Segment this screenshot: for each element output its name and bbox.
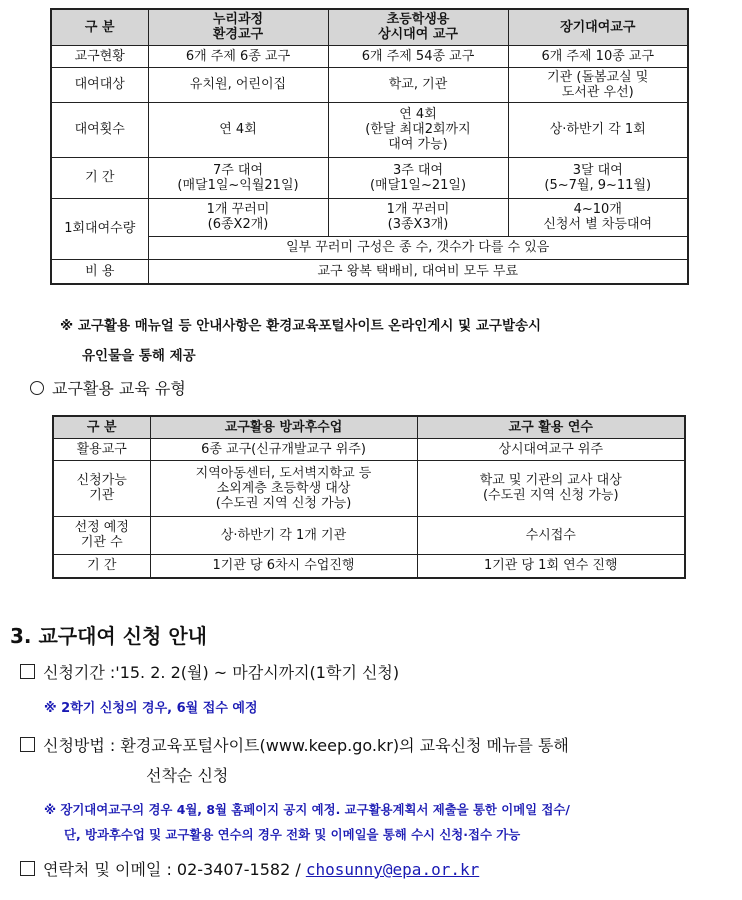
table-cell: 학교, 기관 bbox=[328, 67, 508, 102]
table-cell: 1기관 당 1회 연수 진행 bbox=[417, 554, 685, 578]
header-nuri-kit: 누리과정 환경교구 bbox=[148, 9, 328, 45]
table-cell: 6개 주제 54종 교구 bbox=[328, 45, 508, 67]
table-cell: 1개 꾸러미 (6종X2개) bbox=[148, 198, 328, 236]
header-training: 교구 활용 연수 bbox=[417, 416, 685, 438]
application-method bbox=[20, 733, 569, 756]
checkbox-bullet-icon bbox=[20, 664, 35, 679]
row-label: 신청가능 기관 bbox=[53, 460, 150, 516]
table-row bbox=[53, 438, 685, 460]
table-row bbox=[51, 102, 688, 157]
manual-note-line1: ※ 교구활용 매뉴얼 등 안내사항은 환경교육포털사이트 온라인게시 및 교구발송시 bbox=[60, 318, 542, 334]
table-cell: 연 4회 bbox=[148, 102, 328, 157]
table-cell-note: 일부 꾸러미 구성은 종 수, 갯수가 다를 수 있음 bbox=[148, 236, 688, 259]
checkbox-bullet-icon bbox=[20, 861, 35, 876]
table-row bbox=[51, 157, 688, 198]
header-elementary-kit: 초등학생용 상시대여 교구 bbox=[328, 9, 508, 45]
table-cell: 3달 대여 (5~7월, 9~11월) bbox=[508, 157, 688, 198]
row-label: 기 간 bbox=[51, 157, 148, 198]
table-header-row bbox=[53, 416, 685, 438]
header-category: 구 분 bbox=[53, 416, 150, 438]
table-row bbox=[53, 554, 685, 578]
application-method-text: 신청방법 : 환경교육포털사이트(www.keep.go.kr)의 교육신청 메뉴를 통해 bbox=[43, 736, 569, 755]
table-cell: 교구 왕복 택배비, 대여비 모두 무료 bbox=[148, 259, 688, 284]
table-row bbox=[53, 460, 685, 516]
table-cell: 7주 대여 (매달1일~익월21일) bbox=[148, 157, 328, 198]
application-period bbox=[20, 660, 399, 683]
table-cell: 4~10개 신청서 별 차등대여 bbox=[508, 198, 688, 236]
application-period-text: 신청기간 :'15. 2. 2(월) ~ 마감시까지(1학기 신청) bbox=[43, 663, 400, 682]
table-cell: 상·하반기 각 1회 bbox=[508, 102, 688, 157]
education-type-table bbox=[52, 415, 686, 579]
table-row bbox=[51, 198, 688, 236]
table-cell: 연 4회 (한달 최대2회까지 대여 가능) bbox=[328, 102, 508, 157]
contact-email-link[interactable]: chosunny@epa.or.kr bbox=[305, 860, 480, 879]
row-label: 1회대여수량 bbox=[51, 198, 148, 259]
table-cell: 6개 주제 10종 교구 bbox=[508, 45, 688, 67]
table-cell: 6개 주제 6종 교구 bbox=[148, 45, 328, 67]
table-cell: 상시대여교구 위주 bbox=[417, 438, 685, 460]
section-education-types bbox=[30, 376, 186, 399]
rental-overview-table bbox=[50, 8, 689, 285]
table-cell: 수시접수 bbox=[417, 516, 685, 554]
table-row bbox=[53, 516, 685, 554]
table-cell: 기관 (돌봄교실 및 도서관 우선) bbox=[508, 67, 688, 102]
row-label: 기 간 bbox=[53, 554, 150, 578]
row-label: 비 용 bbox=[51, 259, 148, 284]
period-note: ※ 2학기 신청의 경우, 6월 접수 예정 bbox=[44, 701, 258, 716]
contact-label: 연락처 및 이메일 : 02-3407-1582 / bbox=[43, 860, 306, 879]
circle-bullet-icon bbox=[30, 381, 44, 395]
table-cell: 상·하반기 각 1개 기관 bbox=[150, 516, 417, 554]
table-row bbox=[51, 45, 688, 67]
table-cell: 유치원, 어린이집 bbox=[148, 67, 328, 102]
table-cell: 1개 꾸러미 (3종X3개) bbox=[328, 198, 508, 236]
row-label: 활용교구 bbox=[53, 438, 150, 460]
header-category: 구 분 bbox=[51, 9, 148, 45]
table-header-row bbox=[51, 9, 688, 45]
row-label: 선정 예정 기관 수 bbox=[53, 516, 150, 554]
section-title: 교구활용 교육 유형 bbox=[52, 379, 186, 398]
row-label: 교구현황 bbox=[51, 45, 148, 67]
table-cell: 학교 및 기관의 교사 대상 (수도권 지역 신청 가능) bbox=[417, 460, 685, 516]
header-afterschool: 교구활용 방과후수업 bbox=[150, 416, 417, 438]
table-row bbox=[51, 67, 688, 102]
table-cell: 1기관 당 6차시 수업진행 bbox=[150, 554, 417, 578]
row-label: 대여횟수 bbox=[51, 102, 148, 157]
method-note-line2: 단, 방과후수업 및 교구활용 연수의 경우 전화 및 이메일을 통해 수시 신청·접수 가능 bbox=[64, 827, 521, 842]
manual-note-line2: 유인물을 통해 제공 bbox=[82, 348, 196, 364]
table-row bbox=[51, 259, 688, 284]
contact-info bbox=[20, 857, 479, 880]
manual-note bbox=[60, 314, 541, 334]
application-method-cont: 선착순 신청 bbox=[146, 766, 229, 785]
table-cell: 지역아동센터, 도서벽지학교 등 소외계층 초등학생 대상 (수도권 지역 신청 가능) bbox=[150, 460, 417, 516]
header-longterm-kit: 장기대여교구 bbox=[508, 9, 688, 45]
manual-note-cont bbox=[82, 344, 196, 364]
method-note-line1: ※ 장기대여교구의 경우 4월, 8월 홈페이지 공지 예정. 교구활용계획서 제출을 통한 이메일 접수/ bbox=[44, 802, 570, 817]
heading-rental-application: 3. 교구대여 신청 안내 bbox=[10, 624, 207, 648]
table-cell: 3주 대여 (매달1일~21일) bbox=[328, 157, 508, 198]
checkbox-bullet-icon bbox=[20, 737, 35, 752]
table-cell: 6종 교구(신규개발교구 위주) bbox=[150, 438, 417, 460]
row-label: 대여대상 bbox=[51, 67, 148, 102]
